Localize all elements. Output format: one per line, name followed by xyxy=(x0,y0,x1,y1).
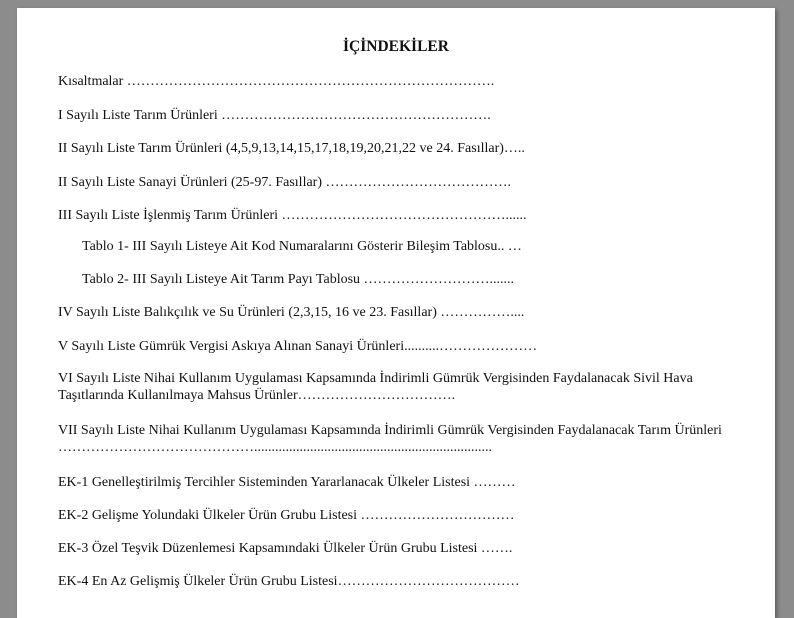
toc-entry-liste-4: IV Sayılı Liste Balıkçılık ve Su Ürünleri (2,3,15, 16 ve 23. Fasıllar) …………….... xyxy=(58,305,525,320)
toc-entry-tablo-1: Tablo 1- III Sayılı Listeye Ait Kod Numaralarını Gösterir Bileşim Tablosu.. … xyxy=(82,239,522,254)
toc-entry-liste-5: V Sayılı Liste Gümrük Vergisi Askıya Alınan Sanayi Ürünleri..........………………… xyxy=(58,339,538,354)
toc-entry-liste-6: VI Sayılı Liste Nihai Kullanım Uygulaması Kapsamında İndirimli Gümrük Vergisinden Faydalanacak Sivil Hava Taşıtlarında Kullanılmaya Mahsus Ürünler……………………………. xyxy=(58,371,693,403)
page-title: İÇİNDEKİLER xyxy=(343,38,449,55)
toc-entry-ek-2: EK-2 Gelişme Yolundaki Ülkeler Ürün Grubu Listesi …………………………… xyxy=(58,508,515,523)
toc-entry-kisaltmalar: Kısaltmalar ……………………………………………………………………. xyxy=(58,74,495,89)
toc-entry-liste-1: I Sayılı Liste Tarım Ürünleri …………………………………………………. xyxy=(58,108,491,123)
document-page xyxy=(17,8,775,618)
toc-entry-ek-3: EK-3 Özel Teşvik Düzenlemesi Kapsamındaki Ülkeler Ürün Grubu Listesi ……. xyxy=(58,541,513,556)
toc-entry-liste-7: VII Sayılı Liste Nihai Kullanım Uygulaması Kapsamında İndirimli Gümrük Vergisinden Faydalanacak Tarım Ürünleri …………………………………….................................................................... xyxy=(58,423,722,455)
toc-entry-liste-3: III Sayılı Liste İşlenmiş Tarım Ürünleri …………………………………………...... xyxy=(58,208,527,223)
toc-entry-liste-2-sanayi: II Sayılı Liste Sanayi Ürünleri (25-97. Fasıllar) …………………………………. xyxy=(58,175,511,190)
toc-entry-ek-1: EK-1 Genelleştirilmiş Tercihler Sisteminden Yararlanacak Ülkeler Listesi ……… xyxy=(58,475,516,490)
toc-entry-ek-4: EK-4 En Az Gelişmiş Ülkeler Ürün Grubu Listesi………………………………… xyxy=(58,574,520,589)
toc-entry-tablo-2: Tablo 2- III Sayılı Listeye Ait Tarım Payı Tablosu ………………………....... xyxy=(82,272,515,287)
toc-entry-liste-2-tarim: II Sayılı Liste Tarım Ürünleri (4,5,9,13,14,15,17,18,19,20,21,22 ve 24. Fasıllar)….. xyxy=(58,141,525,156)
